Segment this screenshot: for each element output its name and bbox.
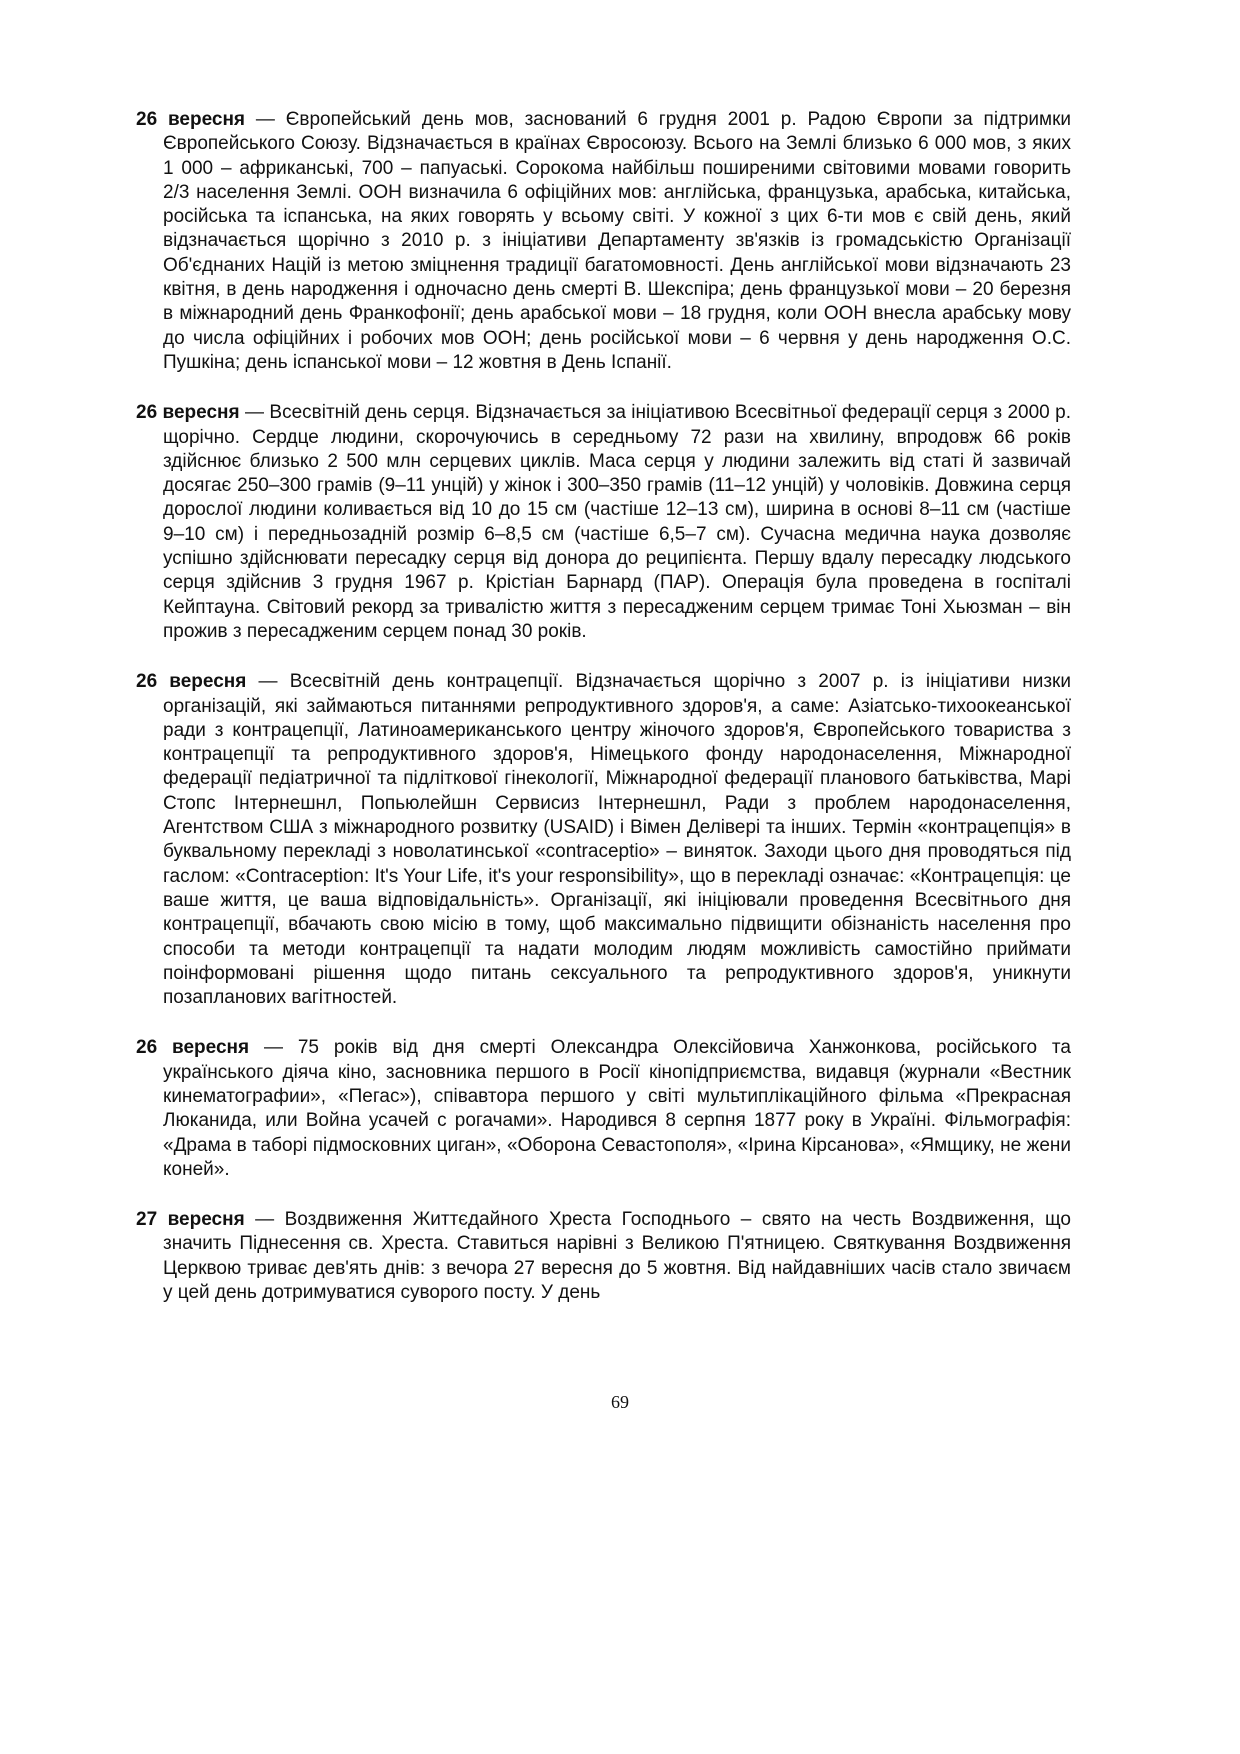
entry-text: 75 років від дня смерті Олександра Олексійовича Ханжонкова, російського та українського діяча кіно, засновника першого в Росії кінопідприємства, видавця (журнали «Вестник кинематографии», «Пегас»), співавтора першого у світі мультиплікаційного фільма «Прекрасная Люканида, или Война усачей с рогачами». Народився 8 серпня 1877 року в Україні. Фільмографія: «Драма в таборі підмосковних циган», «Оборона Севастополя», «Ірина Кірсанова», «Ямщику, не жени коней». [163, 1037, 1071, 1180]
entry-text: Європейський день мов, заснований 6 грудня 2001 р. Радою Європи за підтримки Європейського Союзу. Відзначається в країнах Євросоюзу. Всього на Землі близько 6 000 мов, з яких 1 000 – африканські, 700 – папуаські. Сорокома найбільш поширеними світовими мовами говорить 2/3 населення Землі. ООН визначила 6 офіційних мов: англійська, французька, арабська, китайська, російська та іспанська, на яких говорять у всьому світі. У кожної з цих 6-ти мов є свій день, який відзначається щорічно з 2010 р. з ініціативи Департаменту зв'язків із громадськістю Організації Об'єднаних Націй із метою зміцнення традиції багатомовності. День англійської мови відзначають 23 квітня, в день народження і одночасно день смерті В. Шекспіра; день французької мови – 20 березня в міжнародний день Франкофонії; день арабської мови – 18 грудня, коли ООН внесла арабську мову до числа офіційних і робочих мов ООН; день російської мови – 6 червня у день народження О.С. Пушкіна; день іспанської мови – 12 жовтня в День Іспанії. [163, 109, 1072, 373]
calendar-entry [136, 1036, 1071, 1182]
calendar-entry [136, 1208, 1071, 1305]
entry-text: Всесвітній день серця. Відзначається за ініціативою Всесвітньої федерації серця з 2000 р. щорічно. Сердце людини, скорочуючись в середньому 72 рази на хвилину, впродовж 66 років здійснює близько 2 500 млн серцевих циклів. Маса серця у людини залежить від статі й зазвичай досягає 250–300 грамів (9–11 унцій) у жінок і 300–350 грамів (11–12 унцій) у чоловіків. Довжина серця дорослої людини коливається від 10 до 15 см (частіше 12–13 см), ширина в основі 8–11 см (частіше 9–10 см) і передньозадній розмір 6–8,5 см (частіше 6,5–7 см). Сучасна медична наука дозволяє успішно здійснювати пересадку серця від донора до реципієнта. Першу вдалу пересадку людського серця здійснив 3 грудня 1967 р. Крістіан Барнард (ПАР). Операція була проведена в госпіталі Кейптауна. Світовий рекорд за тривалістю життя з пересадженим серцем тримає Тоні Хьюзман – він прожив з пересадженим серцем понад 30 років. [163, 402, 1071, 642]
calendar-entry [136, 670, 1071, 1010]
entry-dash: — [255, 1209, 275, 1231]
entry-dash: — [263, 1037, 283, 1059]
document-page [136, 108, 1071, 1331]
page-number: 69 [611, 1392, 629, 1412]
entry-dash: — [255, 109, 275, 130]
entry-text: Воздвиження Життєдайного Хреста Господнього – свято на честь Воздвиження, що значить Піднесення св. Хреста. Ставиться нарівні з Великою П'ятницею. Святкування Воздвиження Церквою триває дев'ять днів: з вечора 27 вересня до 5 жовтня. Від найдавніших часів стало звичаєм у цей день дотримуватися суворого посту. У день [163, 1209, 1071, 1304]
calendar-entry [136, 108, 1071, 375]
entry-date: 26 вересня [136, 402, 240, 424]
entry-date: 26 вересня [136, 1037, 250, 1059]
entry-date: 26 вересня [136, 671, 247, 693]
entry-dash: — [245, 402, 264, 424]
entry-date: 27 вересня [136, 1209, 245, 1231]
entry-date: 26 вересня [136, 109, 246, 130]
calendar-entry [136, 401, 1071, 644]
entry-text: Всесвітній день контрацепції. Відзначається щорічно з 2007 р. із ініціативи низки організацій, які займаються питаннями репродуктивного здоров'я, а саме: Азіатсько-тихоокеанської ради з контрацепції, Латиноамериканського центру жіночого здоров'я, Європейського товариства з контрацепції та репродуктивного здоров'я, Німецького фонду народонаселення, Міжнародної федерації педіатричної та підліткової гінекології, Міжнародної федерації планового батьківства, Марі Стопс Інтернешнл, Попьюлейшн Сервисиз Інтернешнл, Ради з проблем народонаселення, Агентством США з міжнародного розвитку (USAID) і Вімен Делівері та інших. Термін «контрацепція» в буквальному перекладі з новолатинської «contraceptio» – виняток. Заходи цього дня проводяться під гаслом: «Contraception: It's Your Life, it's your responsibility», що в перекладі означає: «Контрацепція: це ваше життя, це ваша відповідальність». Організації, які ініціювали проведення Всесвітнього дня контрацепції, вбачають свою місію в тому, щоб максимально підвищити обізнаність населення про способи та методи контрацепції та надати молодим людям можливість самостійно приймати поінформовані рішення щодо питань сексуального та репродуктивного здоров'я, уникнути позапланових вагітностей. [163, 671, 1071, 1009]
entry-dash: — [258, 671, 278, 693]
